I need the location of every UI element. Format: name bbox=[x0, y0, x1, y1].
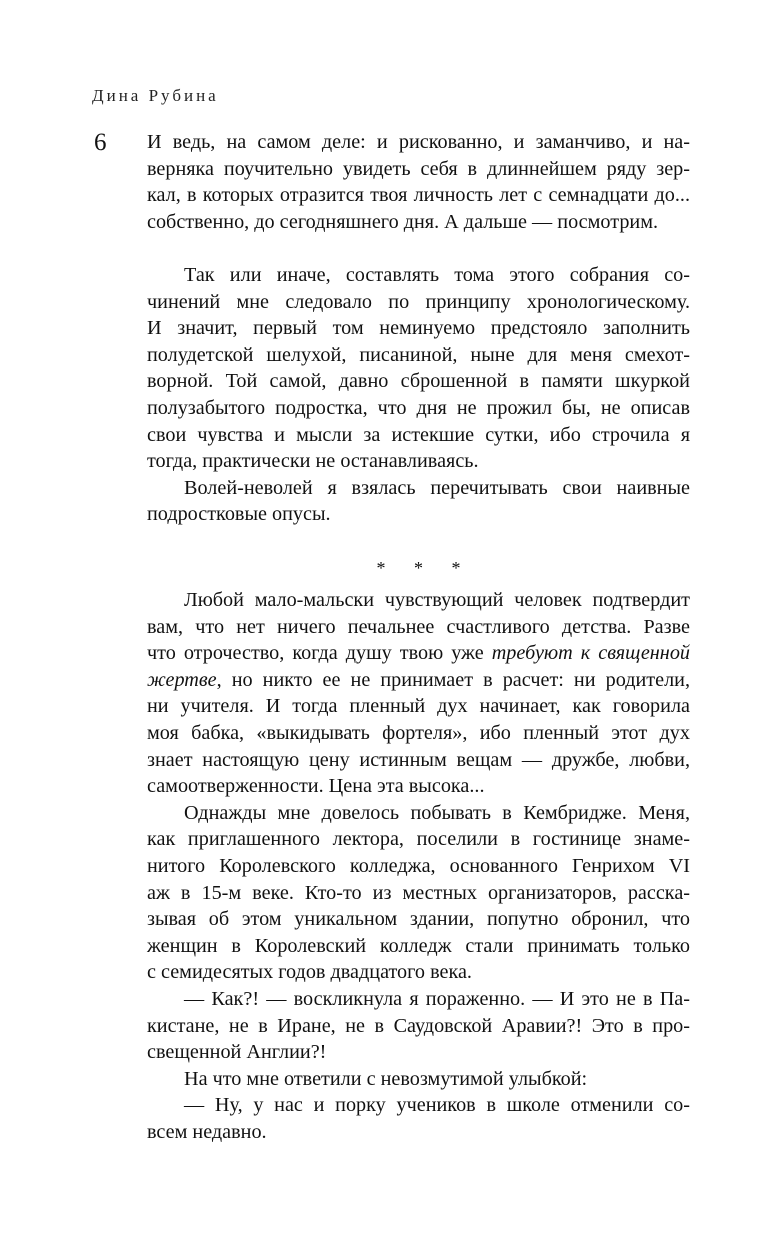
blank-line bbox=[147, 235, 690, 262]
p2-line-3: И значит, первый том неминуемо предстояло заполнить bbox=[147, 317, 690, 340]
p2-line-1: Так или иначе, составлять тома этого собрания со- bbox=[184, 263, 690, 286]
running-header-author: Дина Рубина bbox=[92, 86, 219, 105]
p4-line-1: Любой мало-мальски чувствующий человек подтвердит bbox=[184, 589, 690, 612]
p5-line-3: нитого Королевского колледжа, основанного Генрихом VI bbox=[147, 855, 690, 878]
p5-line-5: зывая об этом уникальном здании, попутно обронил, что bbox=[147, 908, 690, 931]
p1-line-3: кал, в которых отразится твоя личность лет с семнадцати до... bbox=[147, 184, 690, 207]
p4-line-4-italic: жертве bbox=[147, 668, 217, 691]
p2-line-7: свои чувства и мысли за истекшие сутки, ибо строчила я bbox=[147, 423, 690, 446]
p2-line-4: полудетской шелухой, писаниной, ныне для меня смехот- bbox=[147, 343, 690, 366]
p4-line-3 bbox=[147, 640, 690, 667]
p1-line-2: верняка поучительно увидеть себя в длиннейшем ряду зер- bbox=[147, 157, 690, 180]
p8-line-1: — Ну, у нас и порку учеников в школе отменили со- bbox=[184, 1094, 690, 1117]
p4-line-4 bbox=[147, 667, 690, 694]
p1-line-4: собственно, до сегодняшнего дня. А дальше — посмотрим. bbox=[147, 210, 659, 233]
p4-line-3-italic: требуют к священной bbox=[491, 642, 691, 665]
page-number: 6 bbox=[94, 129, 107, 156]
p2-line-8: тогда, практически не останавливаясь. bbox=[147, 450, 479, 473]
p5-line-2: как приглашенного лектора, поселили в гостинице знаме- bbox=[147, 828, 690, 851]
p3-line-2: подростковые опусы. bbox=[147, 503, 331, 526]
p5-line-7: с семидесятых годов двадцатого века. bbox=[147, 961, 472, 984]
p4-line-4-text: , но никто ее не принимает в расчет: ни родители, bbox=[216, 668, 690, 691]
blank-line bbox=[147, 528, 690, 555]
p4-line-5: ни учителя. И тогда пленный дух начинает, как говорила bbox=[147, 695, 690, 718]
p8-line-2: всем недавно. bbox=[147, 1120, 267, 1143]
p4-line-8: самоотверженности. Цена эта высока... bbox=[147, 775, 485, 798]
p4-line-2: вам, что нет ничего печальнее счастливого детства. Разве bbox=[147, 615, 690, 638]
p4-line-7: знает настоящую цену истинным вещам — дружбе, любви, bbox=[147, 748, 690, 771]
p2-line-2: чинений мне следовало по принципу хронологическому. bbox=[147, 290, 690, 313]
section-separator: * * * bbox=[376, 557, 473, 578]
p4-line-6: моя бабка, «выкидывать фортеля», ибо пленный этот дух bbox=[147, 722, 690, 745]
p6-line-2: кистане, не в Иране, не в Саудовской Аравии?! Это в про- bbox=[147, 1014, 690, 1037]
page-text bbox=[147, 129, 690, 1146]
p4-line-3-text: что отрочество, когда душу твою уже bbox=[147, 642, 492, 665]
p5-line-4: аж в 15-м веке. Кто-то из местных организаторов, расска- bbox=[147, 881, 690, 904]
p7-line-1: На что мне ответили с невозмутимой улыбкой: bbox=[184, 1067, 588, 1090]
p3-line-1: Волей-неволей я взялась перечитывать свои наивные bbox=[184, 476, 690, 499]
p2-line-5: ворной. Той самой, давно сброшенной в памяти шкуркой bbox=[147, 370, 690, 393]
p2-line-6: полузабытого подростка, что дня не прожил бы, не описав bbox=[147, 396, 690, 419]
p6-line-1: — Как?! — воскликнула я пораженно. — И это не в Па- bbox=[184, 988, 690, 1010]
p6-line-3: свещенной Англии?! bbox=[147, 1041, 327, 1064]
p1-line-1: И ведь, на самом деле: и рискованно, и заманчиво, и на- bbox=[147, 131, 690, 153]
p5-line-6: женщин в Королевский колледж стали принимать только bbox=[147, 934, 690, 957]
p5-line-1: Однажды мне довелось побывать в Кембридже. Меня, bbox=[184, 801, 690, 824]
